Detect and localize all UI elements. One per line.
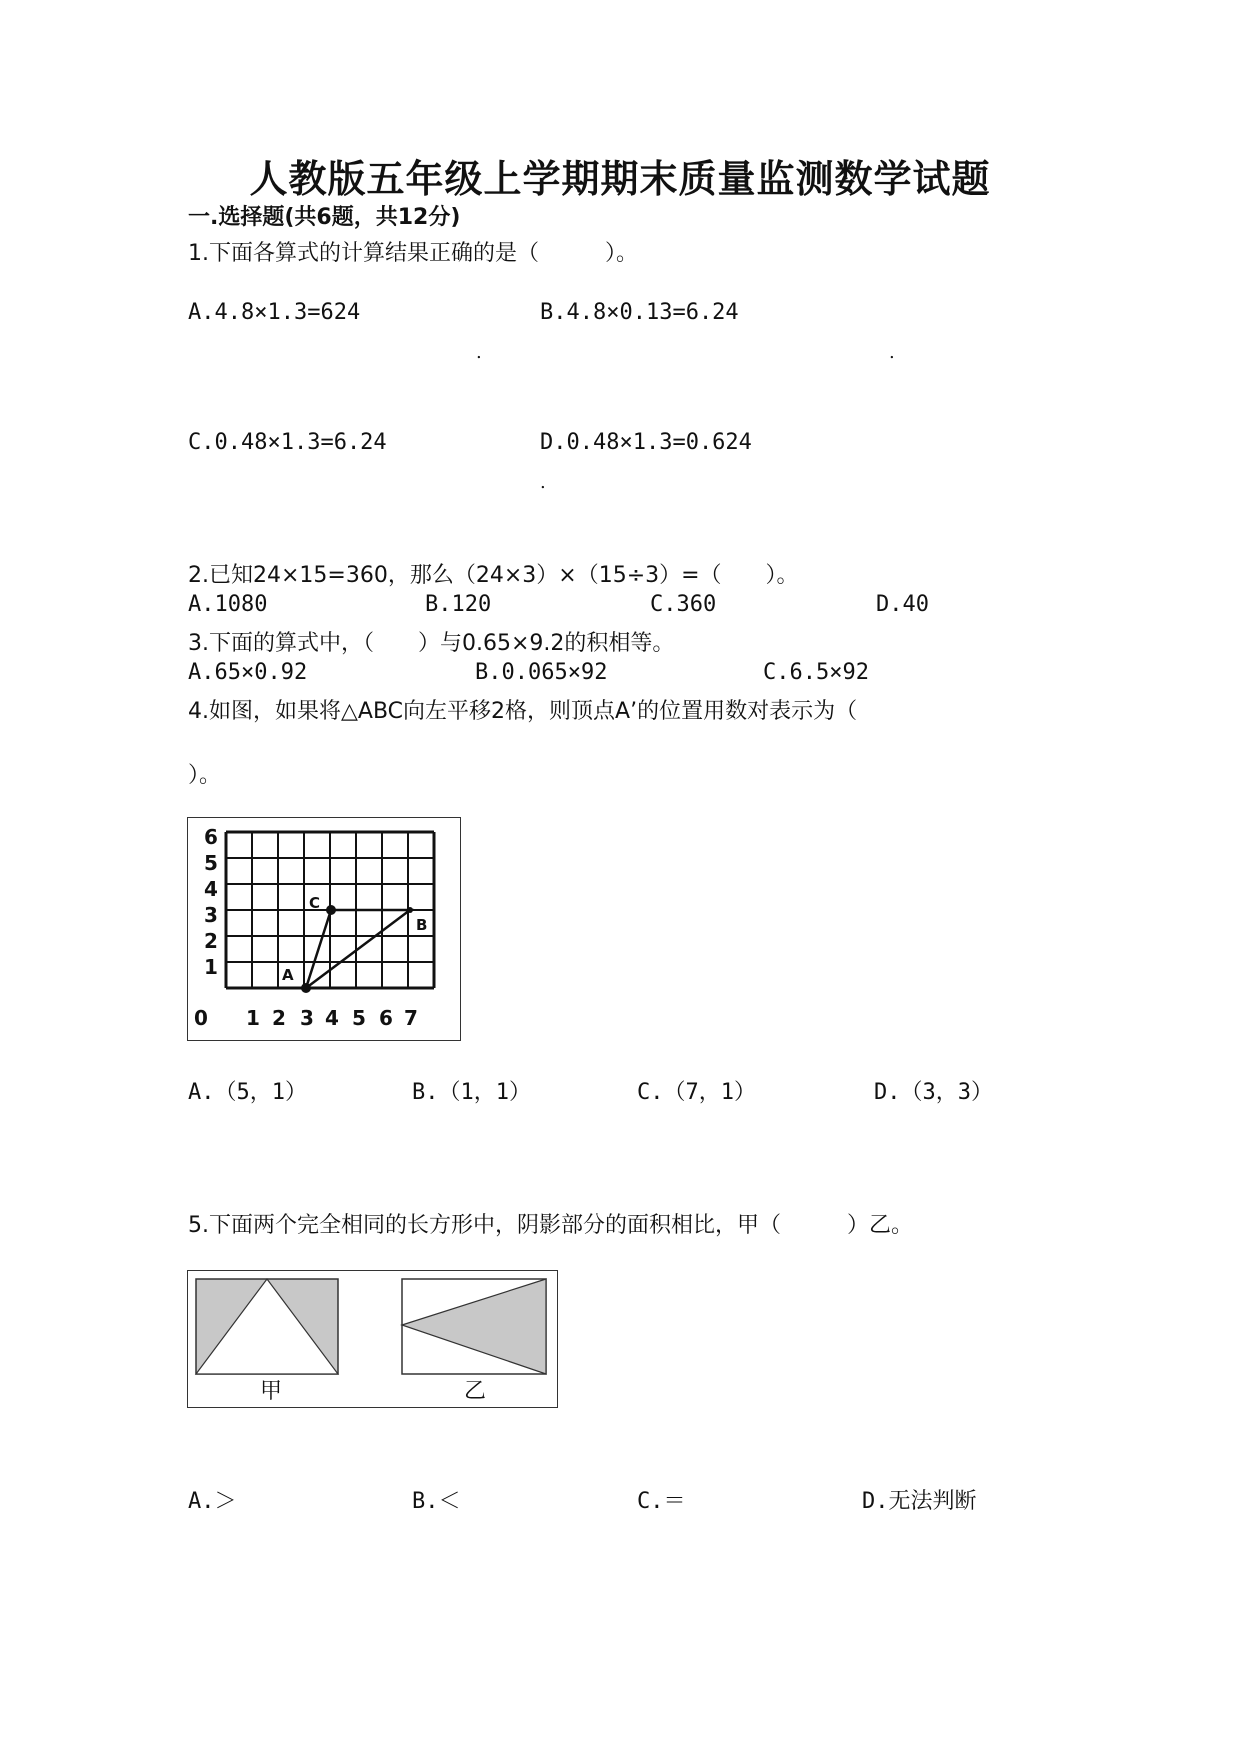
question-4-text: 4.如图，如果将△ABC向左平移2格，则顶点A’的位置用数对表示为（	[188, 699, 858, 724]
q5-option-d: D.无法判断	[862, 1489, 977, 1514]
point-label-c: C	[309, 894, 321, 912]
section-heading: 一.选择题(共6题，共12分)	[188, 205, 461, 230]
q4-option-a: A.（5，1）	[188, 1080, 307, 1105]
q1-option-d: D.0.48×1.3=0.624	[540, 430, 752, 455]
q1-option-a: A.4.8×1.3=624	[188, 300, 361, 325]
point-b	[407, 907, 413, 913]
question-1-text: 1.下面各算式的计算结果正确的是（ ）。	[188, 241, 638, 266]
question-2-text: 2.已知24×15=360，那么（24×3）×（15÷3）=（ ）。	[188, 563, 799, 588]
x-tick-label: 6	[379, 1006, 393, 1030]
q4-option-c: C.（7，1）	[637, 1080, 756, 1105]
q5-option-b: B.＜	[412, 1489, 461, 1514]
q2-option-a: A.1080	[188, 592, 268, 617]
triangle-abc	[306, 910, 410, 988]
q1-option-b: B.4.8×0.13=6.24	[540, 300, 739, 325]
q1-mark-2: .	[889, 342, 895, 363]
point-label-a: A	[282, 966, 294, 984]
point-c	[326, 905, 336, 915]
y-tick-label: 5	[204, 851, 218, 875]
q1-mark-3: .	[540, 472, 546, 493]
label-yi: 乙	[464, 1379, 487, 1404]
question-3-text: 3.下面的算式中，（ ）与0.65×9.2的积相等。	[188, 631, 675, 656]
y-tick-label: 1	[204, 955, 218, 979]
q5-option-c: C.＝	[637, 1489, 686, 1514]
q4-option-b: B.（1，1）	[412, 1080, 531, 1105]
q3-option-b: B.0.065×92	[475, 660, 608, 685]
y-tick-label: 6	[204, 825, 218, 849]
q2-option-c: C.360	[650, 592, 717, 617]
q5-option-a: A.＞	[188, 1489, 237, 1514]
x-tick-label: 7	[404, 1006, 418, 1030]
q3-option-c: C.6.5×92	[763, 660, 869, 685]
y-tick-label: 2	[204, 929, 218, 953]
q1-mark-1: .	[476, 342, 482, 363]
point-a	[301, 983, 311, 993]
point-label-b: B	[416, 916, 428, 934]
label-jia: 甲	[260, 1379, 283, 1404]
coordinate-grid	[188, 818, 460, 1040]
q4-option-d: D.（3，3）	[874, 1080, 993, 1105]
grid-figure	[187, 817, 461, 1041]
x-tick-label: 2	[272, 1006, 286, 1030]
x-tick-label: 4	[325, 1006, 339, 1030]
x-tick-label: 0	[194, 1006, 208, 1030]
q3-option-a: A.65×0.92	[188, 660, 308, 685]
question-4-text-end: ）。	[188, 763, 222, 788]
rectangles-figure	[187, 1270, 558, 1408]
q2-option-b: B.120	[425, 592, 492, 617]
x-tick-label: 5	[352, 1006, 366, 1030]
x-tick-label: 1	[246, 1006, 260, 1030]
rectangles-diagram	[188, 1271, 557, 1407]
q1-option-c: C.0.48×1.3=6.24	[188, 430, 387, 455]
question-5-text: 5.下面两个完全相同的长方形中，阴影部分的面积相比，甲（ ）乙。	[188, 1213, 913, 1238]
x-tick-label: 3	[300, 1006, 314, 1030]
y-tick-label: 3	[204, 903, 218, 927]
y-tick-label: 4	[204, 877, 218, 901]
q2-option-d: D.40	[876, 592, 929, 617]
page-title: 人教版五年级上学期期末质量监测数学试题	[249, 156, 991, 201]
